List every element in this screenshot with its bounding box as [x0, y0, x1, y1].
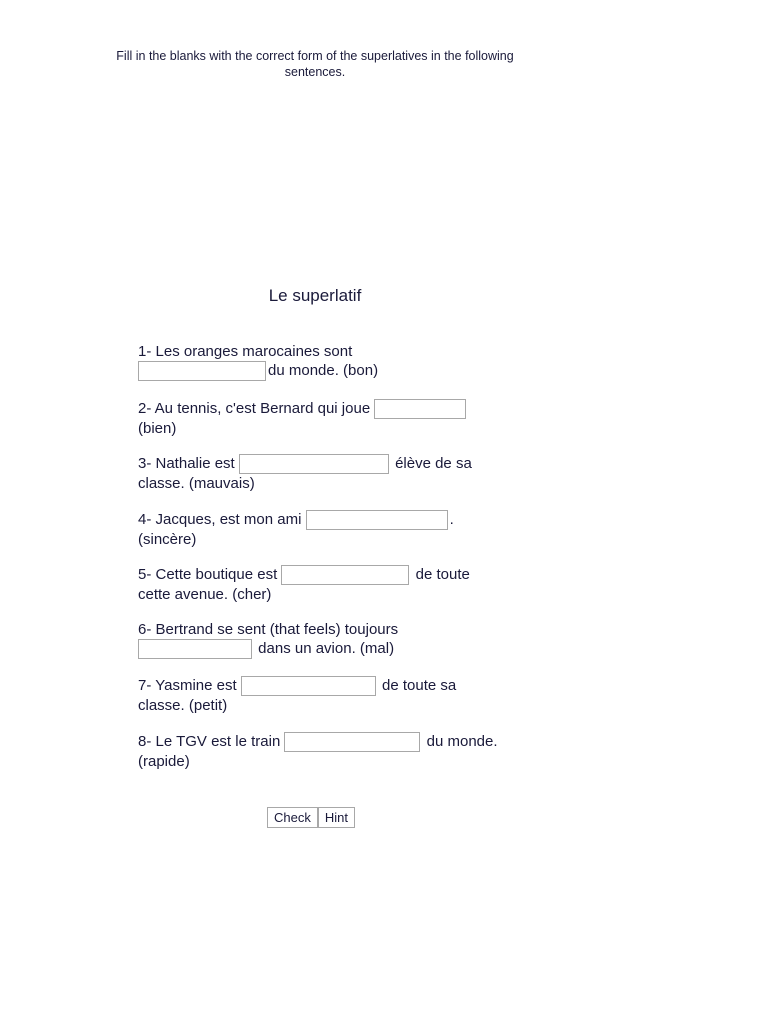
answer-input-1[interactable] [138, 361, 266, 381]
exercise-text-after: (bien) [138, 420, 177, 438]
hint-button[interactable]: Hint [318, 807, 355, 828]
answer-input-2[interactable] [374, 399, 466, 419]
exercise-item-3 [138, 454, 498, 493]
exercise-text-before: 3- Nathalie est [138, 455, 235, 472]
action-buttons [267, 807, 355, 828]
answer-input-7[interactable] [241, 676, 376, 696]
exercise-text-after: de toute sa classe. (petit) [138, 677, 457, 715]
exercise-text-after: de toute cette avenue. (cher) [138, 566, 470, 604]
answer-input-6[interactable] [138, 639, 252, 659]
page-title: Le superlatif [268, 286, 362, 305]
exercise-text-before: 8- Le TGV est le train [138, 733, 281, 750]
exercise-item-6 [138, 620, 498, 659]
exercise-text-after: . (sincère) [138, 511, 454, 549]
exercise-text-after: du monde. (rapide) [138, 733, 498, 771]
exercise-item-5 [138, 565, 498, 604]
check-button[interactable]: Check [267, 807, 318, 828]
exercise-text-after: du monde. (bon) [268, 362, 379, 379]
exercise-item-4 [138, 510, 498, 549]
exercise-text-before: 7- Yasmine est [138, 677, 237, 694]
exercise-text-after: élève de sa classe. (mauvais) [138, 455, 472, 493]
exercise-text-before: 6- Bertrand se sent (that feels) toujours [138, 621, 399, 638]
answer-input-8[interactable] [284, 732, 420, 752]
exercise-item-7 [138, 676, 498, 715]
instructions-text: Fill in the blanks with the correct form of the superlatives in the following sentences. [116, 49, 514, 79]
exercise-text-before: 5- Cette boutique est [138, 566, 278, 583]
exercise-item-1 [138, 342, 498, 381]
exercise-text-before: 2- Au tennis, c'est Bernard qui joue [138, 400, 371, 417]
exercise-text-before: 1- Les oranges marocaines sont [138, 343, 353, 360]
exercise-text-before: 4- Jacques, est mon ami [138, 511, 302, 528]
answer-input-4[interactable] [306, 510, 448, 530]
exercise-item-2 [138, 399, 498, 438]
exercise-text-after: dans un avion. (mal) [258, 640, 395, 657]
answer-input-3[interactable] [239, 454, 389, 474]
exercise-item-8 [138, 732, 498, 771]
answer-input-5[interactable] [281, 565, 409, 585]
